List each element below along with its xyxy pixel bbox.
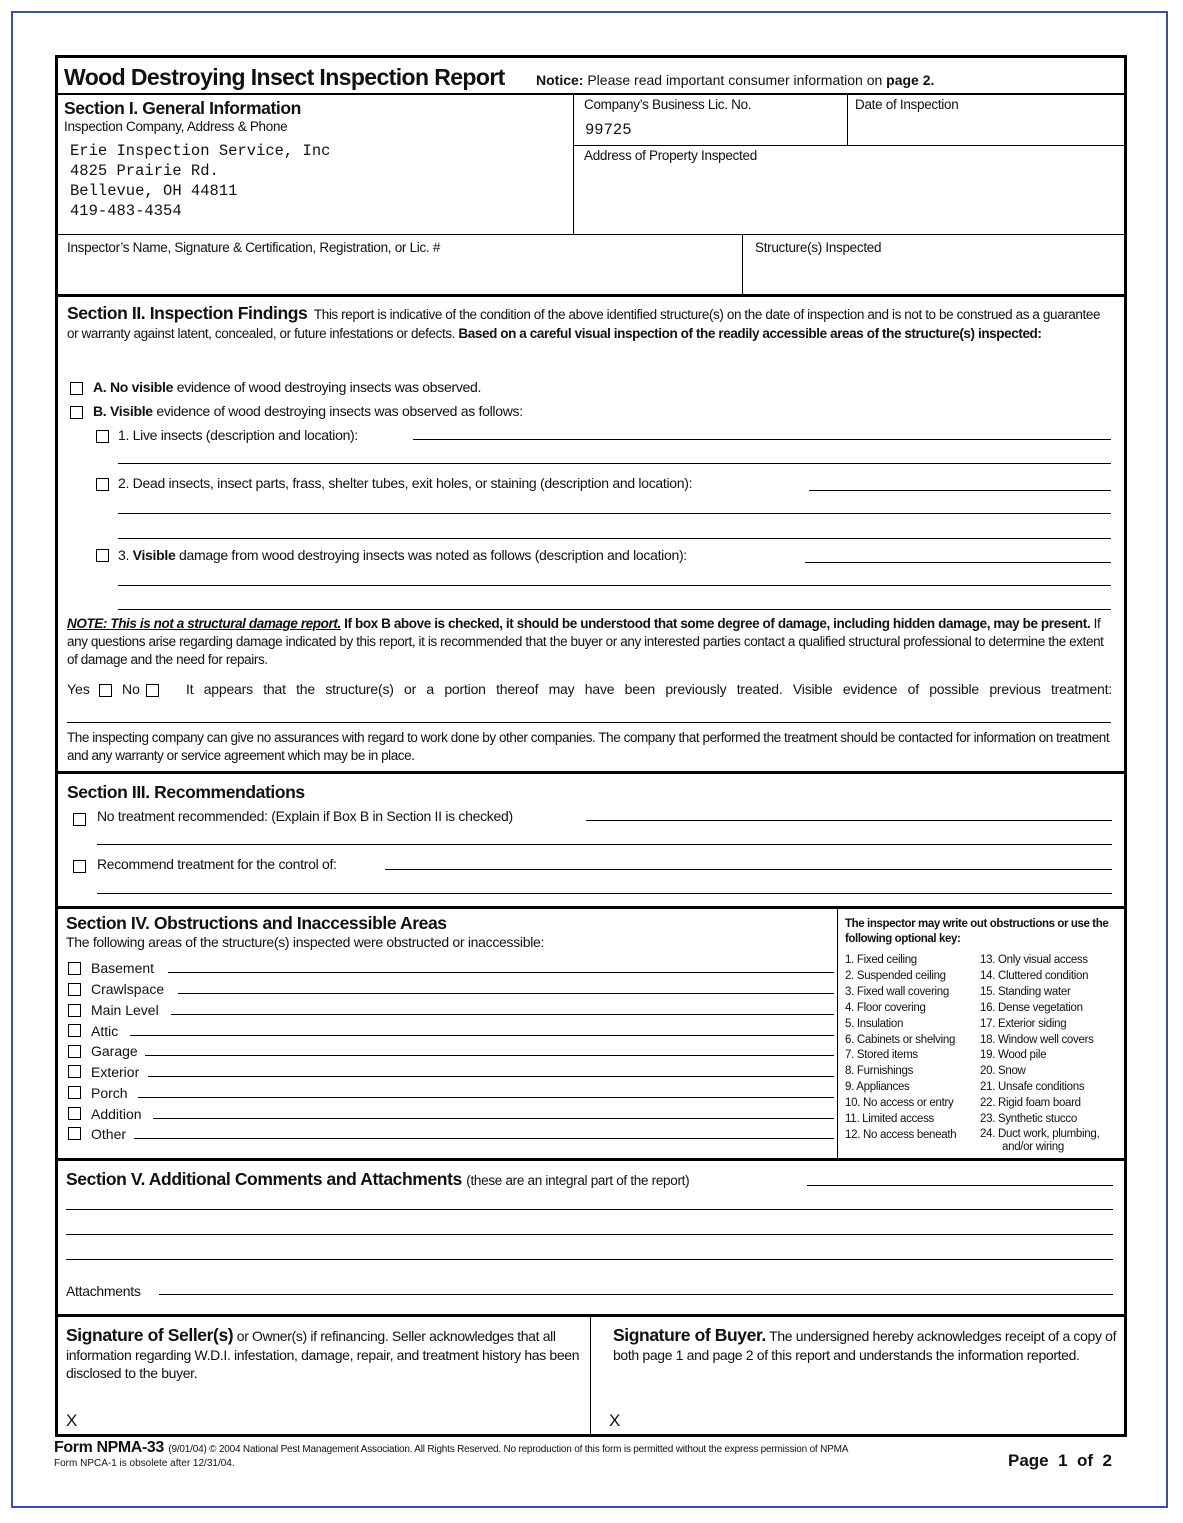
key-item: 1. Fixed ceiling: [845, 954, 917, 966]
key-item: 19. Wood pile: [980, 1049, 1047, 1062]
checkbox-attic[interactable]: [68, 1024, 81, 1037]
section4-heading: Section IV. Obstructions and Inaccessible Areas: [66, 913, 447, 933]
seller-signature-x[interactable]: X: [66, 1411, 78, 1430]
key-item: 9. Appliances: [845, 1081, 910, 1094]
key-item: 24. Duct work, plumbing,: [980, 1127, 1100, 1140]
notice-text: Please read important consumer information on: [587, 72, 883, 88]
crawlspace-line[interactable]: [178, 993, 834, 994]
section5-header: [66, 1169, 689, 1190]
checkbox-no-visible[interactable]: [70, 382, 83, 395]
attachments-line[interactable]: [159, 1294, 1113, 1295]
structures-label: Structure(s) Inspected: [755, 240, 882, 255]
area-basement: Basement: [91, 960, 155, 976]
sec1-vdivider: [573, 95, 574, 234]
item-visible-damage: [118, 547, 687, 563]
treatment-line[interactable]: [67, 722, 1111, 723]
checkbox-other[interactable]: [68, 1127, 81, 1140]
option-b-bold: B. Visible: [93, 403, 153, 419]
checkbox-recommend[interactable]: [73, 860, 86, 873]
item-dead-insects: 2. Dead insects, insect parts, frass, shelter tubes, exit holes, or staining (description and location):: [118, 475, 693, 491]
visible-damage-line-2[interactable]: [118, 585, 1111, 586]
note-label: NOTE: This is not a structural damage report.: [67, 616, 341, 631]
form-title: Wood Destroying Insect Inspection Report: [64, 64, 505, 90]
attic-line[interactable]: [130, 1035, 834, 1036]
company-phone: 419-483-4354: [70, 202, 182, 220]
key-item: 7. Stored items: [845, 1049, 918, 1062]
sec5-bottom: [58, 1314, 1124, 1317]
notice: [536, 72, 934, 88]
section2-intro-text: This report is indicative of the condition of the above identified structure(s) on the date of inspection and is not to be construed as a guarantee or warranty against latent, concealed, or future infestations or defects.: [67, 307, 1101, 341]
checkbox-main-level[interactable]: [68, 1004, 81, 1017]
checkbox-live-insects[interactable]: [96, 430, 109, 443]
option-a-bold: A. No visible: [93, 379, 174, 395]
section5-subheading: (these are an integral part of the report): [466, 1173, 690, 1188]
section2-heading: Section II. Inspection Findings: [67, 303, 308, 323]
checkbox-exterior[interactable]: [68, 1065, 81, 1078]
company-info: [70, 141, 330, 221]
key-title: The inspector may write out obstructions or use the following optional key:: [845, 918, 1109, 945]
addition-line[interactable]: [153, 1118, 834, 1119]
key-left-column: [845, 953, 980, 1144]
key-item: 12. No access beneath: [845, 1128, 957, 1141]
section2-intro-bold: Based on a careful visual inspection of the readily accessible areas of the structure(s) inspected:: [458, 326, 1042, 341]
note-bold: If box B above is checked, it should be understood that some degree of damage, including hidden damage, may be present.: [344, 616, 1091, 631]
sec2-bottom: [58, 771, 1124, 774]
assurance-text: The inspecting company can give no assurances with regard to work done by other companies. The company that performed the treatment should be contacted for information on treatment and any warranty or service agreement which may be in place.: [67, 730, 1110, 763]
key-item: 10. No access or entry: [845, 1097, 954, 1110]
sec1-vdivider-3: [742, 234, 743, 294]
recommend-label: Recommend treatment for the control of:: [97, 856, 337, 872]
damage-note: [67, 615, 1115, 669]
checkbox-crawlspace[interactable]: [68, 983, 81, 996]
key-item: 8. Furnishings: [845, 1065, 914, 1078]
area-porch: Porch: [91, 1085, 128, 1101]
comments-line-1[interactable]: [807, 1185, 1113, 1186]
comments-line-3[interactable]: [66, 1234, 1113, 1235]
seller-signature-block: [66, 1326, 581, 1383]
option-a-text: evidence of wood destroying insects was observed.: [176, 379, 482, 395]
checkbox-dead-insects[interactable]: [96, 478, 109, 491]
dead-insects-line-1[interactable]: [809, 490, 1111, 491]
visible-damage-line-1[interactable]: [805, 562, 1111, 563]
sec1-hline-1: [573, 145, 1124, 146]
no-treatment-label: No treatment recommended: (Explain if Box B in Section II is checked): [97, 808, 513, 824]
key-item: 15. Standing water: [980, 985, 1071, 998]
key-item: 6. Cabinets or shelving: [845, 1033, 956, 1046]
key-item: 4. Floor covering: [845, 1001, 926, 1014]
seller-text: or Owner(s) if refinancing. Seller acknowledges that all information regarding W.D.I. infestation, damage, repair, and treatment history has been disclosed to the buyer.: [66, 1328, 580, 1381]
sec3-bottom: [58, 906, 1124, 909]
key-item: 22. Rigid foam board: [980, 1097, 1081, 1110]
dead-insects-line-3[interactable]: [118, 538, 1111, 539]
main-level-line[interactable]: [171, 1014, 834, 1015]
date-label: Date of Inspection: [855, 97, 959, 112]
checkbox-visible[interactable]: [70, 406, 83, 419]
buyer-heading: Signature of Buyer.: [613, 1325, 766, 1345]
no-label: No: [122, 681, 140, 697]
item3-text: damage from wood destroying insects was noted as follows (description and location):: [179, 547, 687, 563]
garage-line[interactable]: [145, 1055, 834, 1056]
buyer-text: The undersigned hereby acknowledges receipt of a copy of both page 1 and page 2 of this report and understands the information reported.: [613, 1328, 1117, 1363]
visible-damage-line-3[interactable]: [118, 609, 1111, 610]
section2-intro: [67, 304, 1107, 343]
no-treatment-line-1[interactable]: [586, 820, 1112, 821]
footer-obsolete: Form NPCA-1 is obsolete after 12/31/04.: [54, 1458, 235, 1469]
option-b: [93, 403, 523, 419]
key-item: 17. Exterior siding: [980, 1017, 1067, 1030]
key-item: 5. Insulation: [845, 1017, 904, 1030]
checkbox-visible-damage[interactable]: [96, 549, 109, 562]
basement-line[interactable]: [168, 972, 834, 973]
license-value[interactable]: 99725: [585, 121, 632, 139]
area-attic: Attic: [91, 1023, 119, 1039]
item-live-insects: 1. Live insects (description and location):: [118, 427, 359, 443]
live-insects-line-2[interactable]: [118, 463, 1111, 464]
section5-heading: Section V. Additional Comments and Attachments: [66, 1169, 462, 1189]
key-item: and/or wiring: [1002, 1140, 1064, 1153]
key-item: 16. Dense vegetation: [980, 1001, 1083, 1014]
note-text: If any questions arise regarding damage indicated by this report, it is recommended that the buyer or any interested parties contact a qualified structural professional to determine the extent of damage and the need for repairs.: [67, 616, 1104, 667]
sec1-hline-2: [58, 234, 1124, 235]
key-item: 20. Snow: [980, 1065, 1026, 1078]
checkbox-no[interactable]: [146, 684, 159, 697]
area-exterior: Exterior: [91, 1064, 140, 1080]
checkbox-no-treatment[interactable]: [73, 813, 86, 826]
other-line[interactable]: [134, 1138, 834, 1139]
sec1-vdivider-2: [847, 95, 848, 145]
key-item: 11. Limited access: [845, 1113, 934, 1126]
live-insects-line-1[interactable]: [413, 439, 1111, 440]
area-garage: Garage: [91, 1043, 138, 1059]
sec4-bottom: [58, 1158, 1124, 1161]
buyer-signature-x[interactable]: X: [609, 1411, 621, 1430]
inspection-form: [55, 55, 1127, 1437]
checkbox-garage[interactable]: [68, 1045, 81, 1058]
checkbox-porch[interactable]: [68, 1086, 81, 1099]
item3-bold: Visible: [132, 547, 176, 563]
seller-heading: Signature of Seller(s): [66, 1325, 234, 1345]
recommend-line-1[interactable]: [385, 869, 1112, 870]
area-addition: Addition: [91, 1106, 142, 1122]
section1-heading: Section I. General Information: [64, 98, 301, 118]
key-item: 21. Unsafe conditions: [980, 1081, 1085, 1094]
comments-line-2[interactable]: [66, 1209, 1113, 1210]
address-label: Address of Property Inspected: [584, 148, 757, 163]
comments-line-4[interactable]: [66, 1259, 1113, 1260]
sec1-bottom: [58, 294, 1124, 297]
company-name: Erie Inspection Service, Inc: [70, 142, 331, 160]
key-item: 23. Synthetic stucco: [980, 1113, 1077, 1126]
treated-text: It appears that the structure(s) or a portion thereof may have been previously treated. Visible evidence of possible previous treatment:: [186, 681, 1112, 697]
checkbox-yes[interactable]: [99, 684, 112, 697]
header-divider: [58, 93, 1124, 95]
key-item: 18. Window well covers: [980, 1033, 1094, 1046]
item3-num: 3.: [118, 547, 130, 563]
option-a: [93, 379, 481, 395]
key-item: 14. Cluttered condition: [980, 969, 1089, 982]
porch-line[interactable]: [138, 1097, 834, 1098]
key-item: 3. Fixed wall covering: [845, 985, 949, 998]
company-street: 4825 Prairie Rd.: [70, 162, 219, 180]
no-treatment-line-2[interactable]: [97, 844, 1112, 845]
key-item: 2. Suspended ceiling: [845, 969, 946, 982]
attachments-label: Attachments: [66, 1283, 141, 1299]
checkbox-basement[interactable]: [68, 962, 81, 975]
key-right-column: [980, 953, 1126, 1154]
recommend-line-2[interactable]: [97, 893, 1112, 894]
buyer-signature-block: [613, 1326, 1118, 1364]
dead-insects-line-2[interactable]: [118, 513, 1111, 514]
key-item: 13. Only visual access: [980, 954, 1088, 966]
area-main-level: Main Level: [91, 1002, 159, 1018]
signature-divider: [590, 1317, 591, 1437]
footer-copyright: (9/01/04) © 2004 National Pest Management Association. All Rights Reserved. No reproduction of this form is permitted without the express permission of NPMA: [168, 1444, 849, 1455]
page-number: Page 1 of 2: [1008, 1451, 1112, 1470]
area-other: Other: [91, 1126, 127, 1142]
section3-heading: Section III. Recommendations: [67, 782, 305, 802]
notice-label: Notice:: [536, 72, 584, 88]
footer-form-line: [54, 1439, 848, 1457]
sec4-vdivider: [837, 909, 838, 1158]
checkbox-addition[interactable]: [68, 1107, 81, 1120]
footer-form-name: Form NPMA-33: [54, 1439, 164, 1456]
option-b-text: evidence of wood destroying insects was observed as follows:: [156, 403, 523, 419]
exterior-line[interactable]: [148, 1076, 834, 1077]
license-label: Company’s Business Lic. No.: [584, 97, 752, 112]
notice-page: page 2.: [886, 72, 935, 88]
company-city: Bellevue, OH 44811: [70, 182, 238, 200]
area-crawlspace: Crawlspace: [91, 981, 165, 997]
yes-label: Yes: [67, 681, 90, 697]
inspector-label: Inspector’s Name, Signature & Certification, Registration, or Lic. #: [67, 240, 441, 255]
section4-intro: The following areas of the structure(s) inspected were obstructed or inaccessible:: [66, 934, 545, 950]
company-label: Inspection Company, Address & Phone: [64, 119, 288, 134]
